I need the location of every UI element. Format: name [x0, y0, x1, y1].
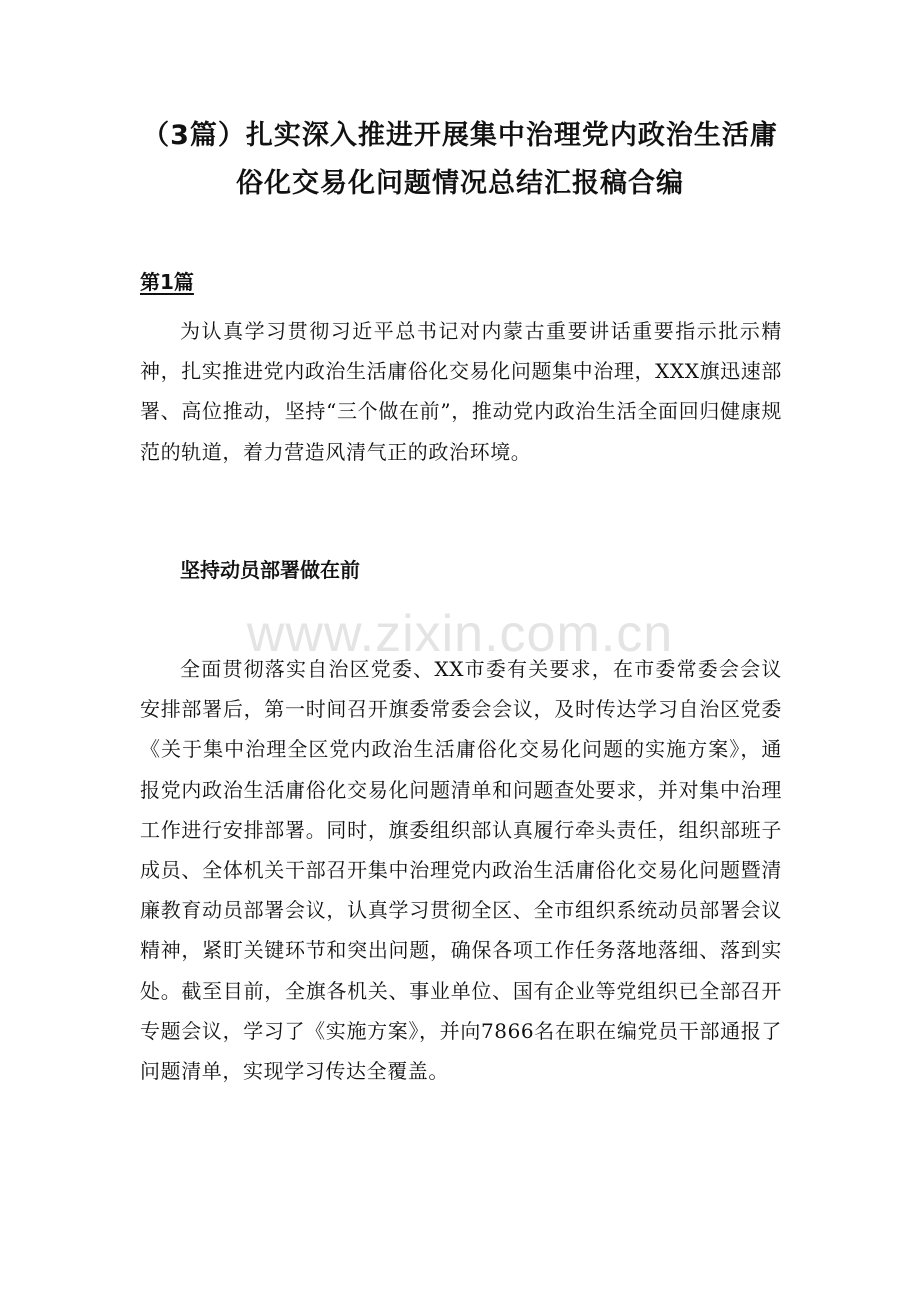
- paragraph-intro: 为认真学习贯彻习近平总书记对内蒙古重要讲话重要指示批示精神，扎实推进党内政治生活庸俗化交易化问题集中治理，XXX旗迅速部署、高位推动，坚持“三个做在前”，推动党内政治生活全面回归健康规范的轨道，着力营造风清气正的政治环境。: [140, 319, 782, 464]
- paragraph-body: 全面贯彻落实自治区党委、XX市委有关要求，在市委常委会会议安排部署后，第一时间召开旗委常委会会议，及时传达学习自治区党委《关于集中治理全区党内政治生活庸俗化交易化问题的实施方案》，通报党内政治生活庸俗化交易化问题清单和问题查处要求，并对集中治理工作进行安排部署。同时，旗委组织部认真履行牵头责任，组织部班子成员、全体机关干部召开集中治理党内政治生活庸俗化交易化问题暨清廉教育动员部署会议，认真学习贯彻全区、全市组织系统动员部署会议精神，紧盯关键环节和突出问题，确保各项工作任务落地落细、落到实处。截至目前，全旗各机关、事业单位、国有企业等党组织已全部召开专题会议，学习了《实施方案》，并向7866名在职在编党员干部通报了问题清单，实现学习传达全覆盖。: [140, 657, 782, 1084]
- section-label: 第1篇: [140, 270, 194, 294]
- watermark: www.zixin.com.cn: [246, 605, 674, 663]
- title-line-1: （3篇）扎实深入推进开展集中治理党内政治生活庸: [142, 120, 778, 151]
- document-title: [100, 112, 820, 208]
- title-line-2: 俗化交易化问题情况总结汇报稿合编: [236, 168, 684, 199]
- subheading: 坚持动员部署做在前: [180, 558, 360, 582]
